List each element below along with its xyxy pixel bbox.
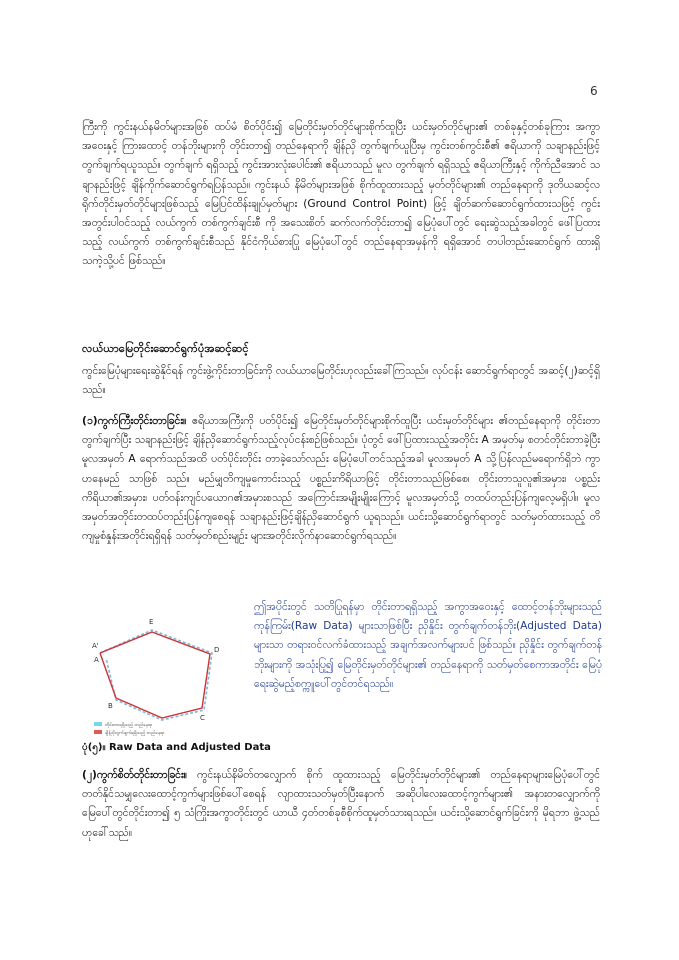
point-label-b: B: [108, 702, 113, 710]
section-heading: လယ်ယာမြေတိုင်းဆောင်ရွက်ပုံအဆင့်ဆင့်: [82, 342, 249, 355]
point-label-c: C: [200, 714, 205, 722]
side-note: ဤအပိုင်းတွင် သတိပြုရန်မှာ တိုင်းတာရရှိသည့် အကွာအဝေးနှင့် ထောင့်တန်ဘိုးများသည် ကုန်ကြမ်း(Raw Data) များသာဖြစ်ပြီး ညှိနှိုင်း တွက်ချက်တန်ဘိုး(Adjusted Data) များသာ တရားဝင်လက်ခံထားသည့် အချက်အလက်များပင် ဖြစ်သည်။ ညှိနှိုင်း တွက်ချက်တန်ဘိုးများကို အသုံးပြု၍ မြေတိုင်းမှတ်တိုင်များ၏ တည်နေရာကို သတ်မှတ်စေကာအတိုင်း မြေပုံရေးဆွဲမည့်စက္ကူပေါ်တွင်တင်ရသည်။: [254, 601, 602, 690]
adjusted-data-traverse: [100, 632, 210, 718]
figure-caption: ပုံ(၅)။ Raw Data and Adjusted Data: [82, 742, 271, 753]
subheading-2: (၂)ကွက်စိတ်တိုင်းတာခြင်း။: [82, 769, 187, 781]
raw-vs-adjusted-figure: [92, 608, 240, 738]
legend-raw-label: တိုင်းတာရရှိသည့် တည်နေရာ: [105, 723, 153, 728]
point-label-e: E: [149, 618, 154, 626]
raw-data-traverse: [100, 630, 212, 720]
legend-adjusted-swatch: [94, 730, 102, 734]
subheading-1: (၁)ကွက်ကြီးတိုင်းတာခြင်း။: [82, 415, 187, 427]
point-label-a: A: [94, 656, 99, 664]
paragraph-1: ကြီးကို ကွင်းနယ်နမိတ်များအဖြစ် ထပ်မံ စိတ်ပိုင်း၍ မြေတိုင်းမှတ်တိုင်များစိုက်ထူပြီး ယင်းမှတ်တိုင်များ၏ တစ်ခုနှင့်တစ်ခုကြား အကွာအဝေးနှင့် ကြားထောင့် တန်ဘိုးများကို တိုင်းတာ၍ တည်နေရာကို ချိန်ညှိ တွက်ချက်ယူပြီးမှ ကွင်းတစ်ကွင်းစီ၏ ဧရိယာကို သချာနည်းဖြင့် တွက်ချက်ရယူသည်။ တွက်ချက် ရရှိသည့် ကွင်းအားလုံးပေါင်း၏ ဧရိယာသည် မူလ တွက်ချက် ရရှိသည့် ဧရိယာကြီးနှင့် ကိုက်ညီအောင် သချာနည်းဖြင့် ချိန်ကိုက်ဆောင်ရွက်ရပြန်သည်။ ကွင်းနယ် နိမိတ်များအဖြစ် စိုက်ထူထားသည့် မှတ်တိုင်များ၏ တည်နေရာကို ဒုတိယဆင့်လရိုက်တိုင်းမှတ်တိုင်များဖြစ်သည့် မြေပြင်ထိန်းချုပ်မှတ်များ (Ground Control Point) ဖြင့် ချိတ်ဆက်ဆောင်ရွက်ထားသဖြင့် ကွင်းအတွင်းပါဝင်သည့် လယ်ကွက် တစ်ကွက်ချင်းစီ ကို အသေးစိတ် ဆက်လက်တိုင်းတာ၍ မြေပုံပေါ်တွင် ရေးဆွဲသည့်အခါတွင် ဖေါ်ပြထားသည့် လယ်ကွက် တစ်ကွက်ချင်းစီသည် နိုင်ငံကိုယ်စားပြု မြေပုံပေါ်တွင် တည်နေရာအမှန်ကို ရရှိအောင် တပါတည်းဆောင်ရွက် ထားရှိသကဲ့သို့ပင် ဖြစ်သည်။: [82, 121, 600, 268]
legend-adjusted-label: ချိန်ညှိတွက်ချက်ရရှိသည့် တည်နေရာ: [105, 731, 165, 736]
legend-raw-swatch: [94, 722, 102, 726]
point-label-d: D: [214, 646, 220, 654]
paragraph-3-text: ဧရိယာအကြီးကို ပတ်ပိုင်း၍ မြေတိုင်းမှတ်တိုင်များစိုက်ထူပြီး ယင်းမှတ်တိုင်များ ၏တည်နေရာကို တိုင်းတာတွက်ချက်ပြီး သချာနည်းဖြင့် ချိန်ညှိဆောင်ရွက်သည့်လုပ်ငန်းစဉ်ဖြစ်သည်။ ပုံတွင် ဖေါ်ပြထားသည့်အတိုင်း A အမှတ်မှ စတင်တိုင်းတာခဲ့ပြီး မူလအမှတ် A ရောက်သည်အထိ ပတ်ပိုင်းတိုင်း တာခဲ့သော်လည်း မြေပုံပေါ်တင်သည့်အခါ မူလအမှတ် A သို့ပြန်လည်မရောက်ရှိဘဲ ကွာဟနေမည် သာဖြစ် သည်။ မည်မျှတိကျမှုကောင်းသည့် ပစ္စည်းကိရိယာဖြင့် တိုင်းတာသည်ဖြစ်စေ၊ တိုင်းတာသူလူ၏အမှား၊ ပစ္စည်းကိရိယာ၏အမှား၊ ပတ်ဝန်းကျင်ပယောဂ၏အမှားစသည် အကြောင်းအမျိုးမျိုးကြောင့် မူလအမှတ်သို့ တထပ်တည်းပြန်ကျလေ့မရှိပါ။ မူလအမှတ်အတိုင်းတထပ်တည်းပြန်ကျစေရန် သချာနည်းဖြင့်ချိန်ညှိဆောင်ရွက် ယူရသည်။ ယင်းသို့ဆောင်ရွက်ရာတွင် သတ်မှတ်ထားသည့် တိကျမှုစံနှုန်းအတိုင်းရရှိရန် သတ်မှတ်စည်းမျဉ်း များအတိုင်းလိုက်နာဆောင်ရွက်ရသည်။: [82, 415, 600, 543]
paragraph-2: ကွင်းမြေပုံများရေးဆွဲနိုင်ရန် ကွင်းဖွဲ့ကိုင်းတာခြင်းကို လယ်ယာမြေတိုင်းဟုလည်းခေါ်ကြသည်။ လုပ်ငန်း ဆောင်ရွက်ရာတွင် အဆင့်(၂)ဆင့်ရှိသည်။: [82, 365, 600, 397]
paragraph-4-text: ကွင်းနယ်နိမိတ်တလျှောက် စိုက် ထူထားသည့် မြေတိုင်းမှတ်တိုင်များ၏ တည်နေရာများမြေပုံပေါ်တွင် တတ်နိုင်သမျှလေးထောင့်ကွက်များဖြစ်ပေါ်စေရန် လျာထားသတ်မှတ်ပြီးနောက် အဆိုပါလေးထောင့်ကွက်များ၏ အနားတလျှောက်ကို မြေပေါ်တွင်တိုင်းတာ၍ ၅ သံကြိုးအကွာတိုင်းတွင် ယာယီ ၄တ်တစ်ခုစီစိုက်ထူမှတ်သားရသည်။ ယင်းသို့ဆောင်ရွက်ခြင်းကို မိုရဘာ ဖွဲ့သည်ဟုခေါ်သည်။: [82, 769, 600, 839]
paragraph-3: [82, 412, 600, 546]
point-label-a-prime: A': [92, 642, 99, 650]
page-number: 6: [590, 84, 598, 98]
paragraph-4: [82, 766, 600, 843]
